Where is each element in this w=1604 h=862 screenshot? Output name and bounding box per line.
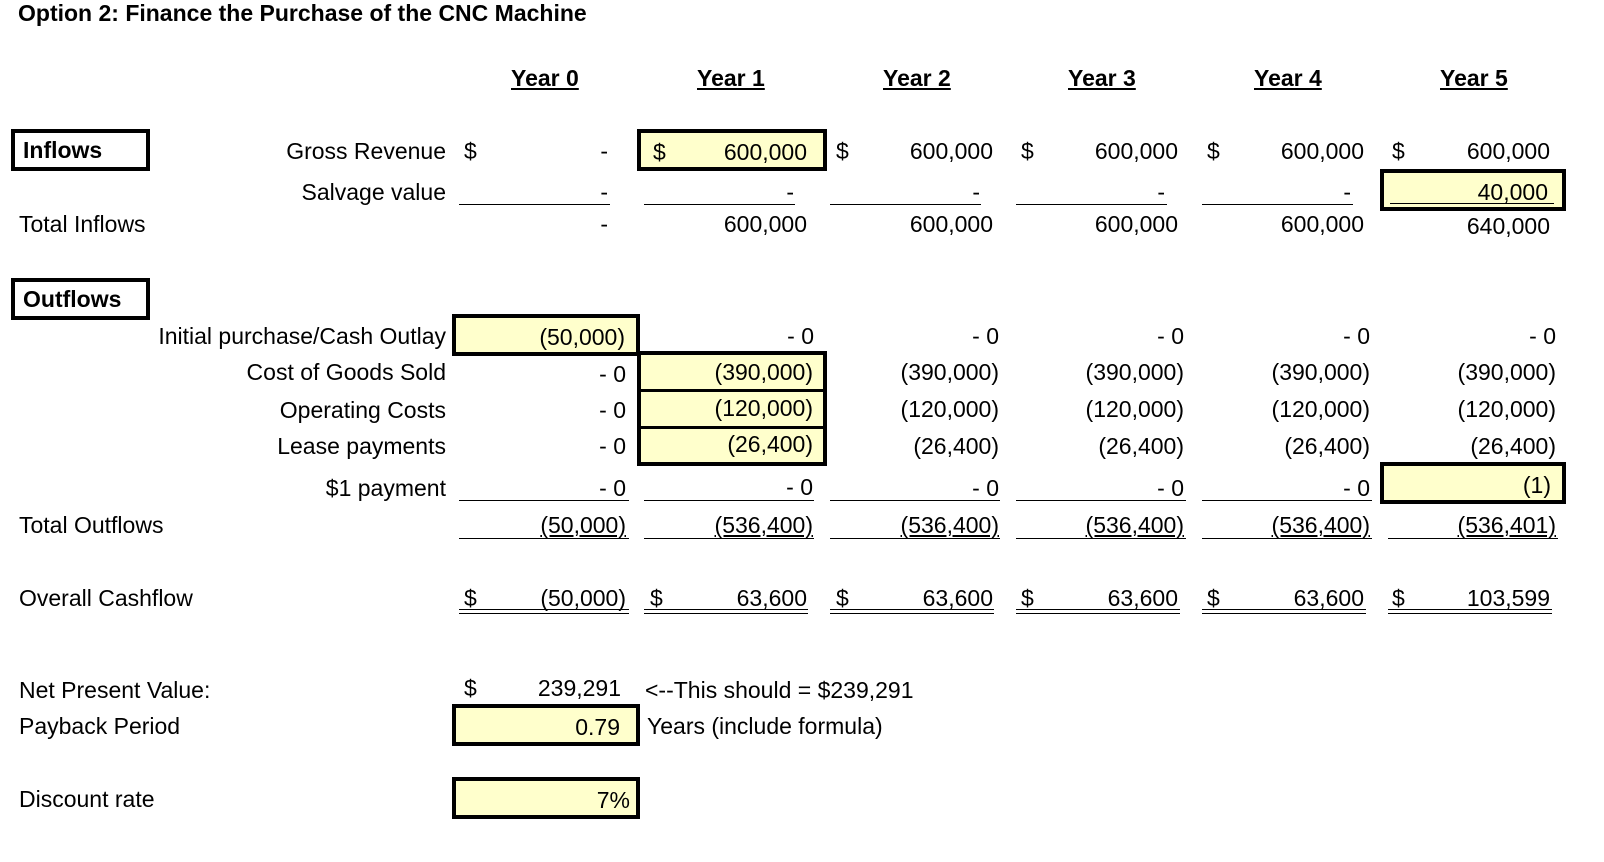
- cashflow-y5[interactable]: 103,599: [1466, 585, 1550, 611]
- payment-underline-y2: [830, 500, 1000, 501]
- gross-revenue-y3-currency: $: [1021, 138, 1034, 164]
- sheet-title: Option 2: Finance the Purchase of the CNC Machine: [18, 0, 587, 26]
- lease-payments-y3[interactable]: (26,400): [1098, 433, 1184, 459]
- total-inflows-y1[interactable]: 600,000: [723, 211, 807, 237]
- payment-underline-y1: [644, 500, 814, 501]
- outflows-section-box: [11, 278, 150, 320]
- cashflow-dline-b-y2: [830, 613, 994, 614]
- outflows-total-line-y5: [1388, 538, 1558, 539]
- total-outflows-y1[interactable]: (536,400): [714, 512, 813, 538]
- initial-purchase-y0: (50,000): [539, 324, 625, 350]
- cashflow-dline-a-y2: [830, 609, 994, 610]
- cashflow-y1-currency: $: [650, 585, 663, 611]
- total-inflows-y5[interactable]: 640,000: [1466, 213, 1550, 239]
- gross-revenue-y0[interactable]: -: [600, 138, 608, 164]
- initial-purchase-y2[interactable]: - 0: [972, 323, 999, 349]
- cashflow-dline-b-y1: [644, 613, 808, 614]
- gross-revenue-y1-cell[interactable]: [637, 129, 827, 171]
- cashflow-y1[interactable]: 63,600: [736, 585, 807, 611]
- lease-payments-y1[interactable]: (26,400): [727, 431, 813, 457]
- header-year-0: Year 0: [511, 65, 579, 91]
- payback-value: 0.79: [575, 714, 620, 740]
- salvage-underline-y4: [1202, 204, 1353, 205]
- payment-underline-y3: [1016, 500, 1186, 501]
- operating-costs-y3[interactable]: (120,000): [1085, 396, 1184, 422]
- cogs-y1[interactable]: (390,000): [714, 359, 813, 385]
- operating-costs-y1[interactable]: (120,000): [714, 395, 813, 421]
- salvage-underline-y5: [1390, 203, 1554, 204]
- total-inflows-y3[interactable]: 600,000: [1094, 211, 1178, 237]
- one-dollar-payment-y4[interactable]: - 0: [1343, 475, 1370, 501]
- inflows-section-box: [11, 129, 150, 171]
- payment-underline-y0: [459, 500, 629, 501]
- cashflow-y3-currency: $: [1021, 585, 1034, 611]
- initial-purchase-y4[interactable]: - 0: [1343, 323, 1370, 349]
- salvage-value-y4[interactable]: -: [1343, 179, 1351, 205]
- salvage-underline-y2: [830, 204, 981, 205]
- salvage-value-y0[interactable]: -: [600, 179, 608, 205]
- cogs-y4[interactable]: (390,000): [1271, 359, 1370, 385]
- outflows-section-label: Outflows: [23, 286, 122, 312]
- total-inflows-y4[interactable]: 600,000: [1280, 211, 1364, 237]
- total-outflows-y0[interactable]: (50,000): [540, 512, 626, 538]
- header-year-3: Year 3: [1068, 65, 1136, 91]
- salvage-underline-y0: [459, 204, 610, 205]
- initial-purchase-y3[interactable]: - 0: [1157, 323, 1184, 349]
- gross-revenue-y4-currency: $: [1207, 138, 1220, 164]
- initial-purchase-y0-cell[interactable]: [452, 314, 640, 356]
- outflows-total-line-y1: [644, 538, 814, 539]
- lease-payments-y2[interactable]: (26,400): [913, 433, 999, 459]
- cashflow-y2[interactable]: 63,600: [922, 585, 993, 611]
- discount-rate-cell[interactable]: [452, 777, 640, 819]
- cashflow-dline-a-y1: [644, 609, 808, 610]
- one-dollar-payment-y5-cell[interactable]: [1380, 462, 1566, 504]
- operating-costs-label: Operating Costs: [279, 397, 446, 423]
- npv-label: Net Present Value:: [19, 677, 211, 703]
- one-dollar-payment-y3[interactable]: - 0: [1157, 475, 1184, 501]
- discount-rate-label: Discount rate: [19, 786, 155, 812]
- lease-payments-y5[interactable]: (26,400): [1470, 433, 1556, 459]
- total-inflows-y0[interactable]: -: [600, 211, 608, 237]
- outflows-total-line-y0: [459, 538, 629, 539]
- cashflow-dline-a-y0: [459, 609, 629, 610]
- cashflow-y3[interactable]: 63,600: [1107, 585, 1178, 611]
- payment-underline-y4: [1202, 500, 1372, 501]
- total-inflows-label: Total Inflows: [19, 211, 146, 237]
- salvage-value-y3[interactable]: -: [1157, 179, 1165, 205]
- cogs-y2[interactable]: (390,000): [900, 359, 999, 385]
- gross-revenue-y4[interactable]: 600,000: [1280, 138, 1364, 164]
- lease-payments-y0[interactable]: - 0: [599, 433, 626, 459]
- salvage-value-y1[interactable]: -: [786, 179, 794, 205]
- initial-purchase-y1[interactable]: - 0: [787, 323, 814, 349]
- initial-purchase-label: Initial purchase/Cash Outlay: [158, 323, 446, 349]
- outflows-total-line-y4: [1202, 538, 1372, 539]
- cogs-y5[interactable]: (390,000): [1457, 359, 1556, 385]
- header-year-1: Year 1: [697, 65, 765, 91]
- cashflow-dline-a-y3: [1016, 609, 1180, 610]
- total-outflows-y2[interactable]: (536,400): [900, 512, 999, 538]
- discount-rate-value: 7%: [596, 787, 630, 813]
- one-dollar-payment-y5: (1): [1522, 472, 1551, 498]
- cashflow-y5-currency: $: [1392, 585, 1405, 611]
- inflows-section-label: Inflows: [23, 137, 103, 163]
- lease-payments-y4[interactable]: (26,400): [1284, 433, 1370, 459]
- gross-revenue-y1-currency: $: [653, 139, 666, 165]
- cashflow-y0-currency: $: [464, 585, 477, 611]
- operating-costs-y4[interactable]: (120,000): [1271, 396, 1370, 422]
- outflows-total-line-y2: [830, 538, 1000, 539]
- payback-note: Years (include formula): [647, 713, 883, 739]
- cashflow-y4[interactable]: 63,600: [1293, 585, 1364, 611]
- salvage-underline-y3: [1016, 204, 1167, 205]
- initial-purchase-y5[interactable]: - 0: [1529, 323, 1556, 349]
- header-year-4: Year 4: [1254, 65, 1322, 91]
- total-inflows-y2[interactable]: 600,000: [909, 211, 993, 237]
- cashflow-dline-a-y5: [1388, 609, 1552, 610]
- cashflow-dline-b-y5: [1388, 613, 1552, 614]
- cashflow-y2-currency: $: [836, 585, 849, 611]
- gross-revenue-y5-currency: $: [1392, 138, 1405, 164]
- cashflow-dline-a-y4: [1202, 609, 1366, 610]
- cogs-label: Cost of Goods Sold: [246, 359, 446, 385]
- total-outflows-y5[interactable]: (536,401): [1457, 512, 1556, 538]
- payback-cell[interactable]: [452, 704, 640, 746]
- cashflow-dline-b-y3: [1016, 613, 1180, 614]
- operating-costs-y0[interactable]: - 0: [599, 397, 626, 423]
- npv-value[interactable]: 239,291: [537, 675, 621, 701]
- gross-revenue-y5[interactable]: 600,000: [1466, 138, 1550, 164]
- outflows-total-line-y3: [1016, 538, 1186, 539]
- gross-revenue-label: Gross Revenue: [286, 138, 446, 164]
- salvage-value-y2[interactable]: -: [972, 179, 980, 205]
- salvage-underline-y1: [644, 204, 795, 205]
- header-year-5: Year 5: [1440, 65, 1508, 91]
- total-outflows-y4[interactable]: (536,400): [1271, 512, 1370, 538]
- one-dollar-payment-label: $1 payment: [325, 475, 446, 501]
- gross-revenue-y1: 600,000: [723, 139, 807, 165]
- lease-payments-label: Lease payments: [277, 433, 446, 459]
- one-dollar-payment-y0[interactable]: - 0: [599, 475, 626, 501]
- year1-block-divider-1: [641, 389, 823, 392]
- header-year-2: Year 2: [883, 65, 951, 91]
- total-outflows-y3[interactable]: (536,400): [1085, 512, 1184, 538]
- salvage-value-y5-cell[interactable]: [1380, 169, 1566, 211]
- gross-revenue-y2[interactable]: 600,000: [909, 138, 993, 164]
- salvage-value-y5: 40,000: [1477, 179, 1548, 205]
- one-dollar-payment-y1[interactable]: - 0: [786, 474, 813, 500]
- cogs-y3[interactable]: (390,000): [1085, 359, 1184, 385]
- npv-currency: $: [464, 675, 477, 701]
- operating-costs-y5[interactable]: (120,000): [1457, 396, 1556, 422]
- cogs-y0[interactable]: - 0: [599, 361, 626, 387]
- operating-costs-y2[interactable]: (120,000): [900, 396, 999, 422]
- year1-block-divider-2: [641, 426, 823, 429]
- salvage-value-label: Salvage value: [301, 179, 446, 205]
- cashflow-dline-b-y0: [459, 613, 629, 614]
- cashflow-dline-b-y4: [1202, 613, 1366, 614]
- overall-cashflow-label: Overall Cashflow: [19, 585, 193, 611]
- one-dollar-payment-y2[interactable]: - 0: [972, 475, 999, 501]
- gross-revenue-y3[interactable]: 600,000: [1094, 138, 1178, 164]
- gross-revenue-y2-currency: $: [836, 138, 849, 164]
- total-outflows-label: Total Outflows: [19, 512, 164, 538]
- payback-label: Payback Period: [19, 713, 181, 739]
- npv-note: <--This should = $239,291: [645, 677, 914, 703]
- cashflow-y0[interactable]: (50,000): [540, 585, 626, 611]
- gross-revenue-y0-currency: $: [464, 138, 477, 164]
- cashflow-y4-currency: $: [1207, 585, 1220, 611]
